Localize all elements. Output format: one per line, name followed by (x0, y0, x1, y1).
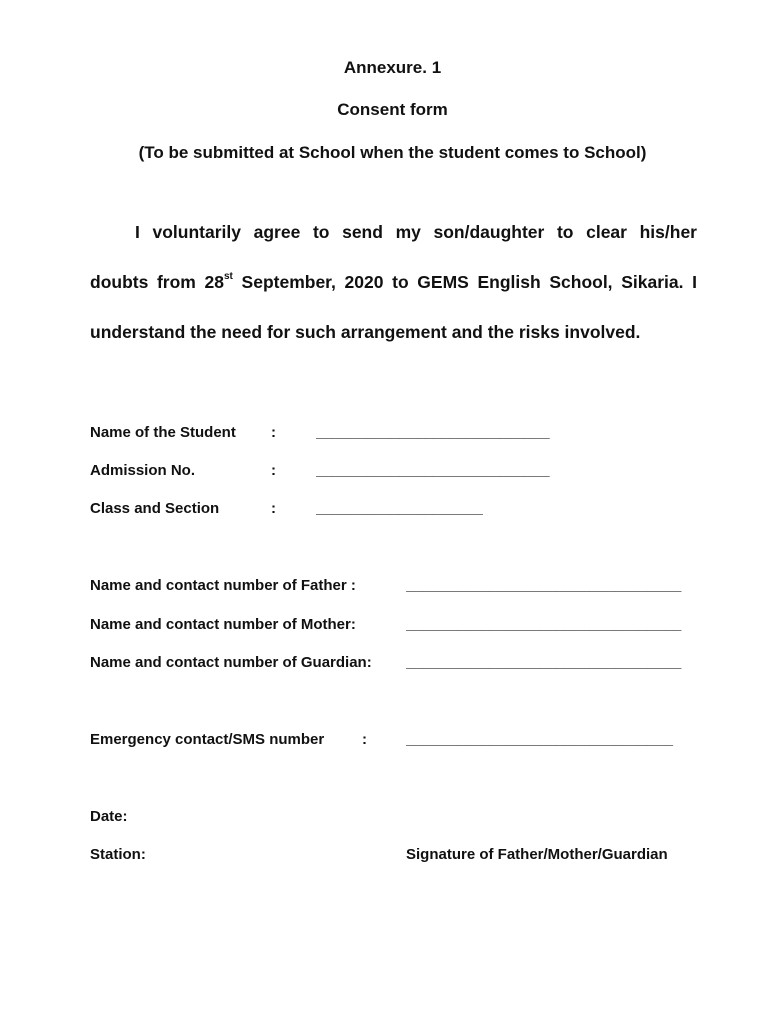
admission-no-colon: : (271, 462, 276, 479)
mother-contact-field[interactable]: _________________________________ (406, 616, 682, 633)
guardian-contact-label: Name and contact number of Guardian: (90, 654, 372, 671)
form-title: Consent form (337, 100, 448, 119)
form-subtitle: (To be submitted at School when the student comes to School) (138, 143, 647, 162)
statement-line-3: understand the need for such arrangement and the risks involved. (90, 322, 641, 342)
statement-line-1: I voluntarily agree to send my son/daughter to clear his/her (135, 222, 697, 242)
father-contact-field[interactable]: _________________________________ (406, 577, 682, 594)
emergency-contact-label: Emergency contact/SMS number (90, 731, 325, 748)
station-label: Station: (90, 846, 146, 863)
class-section-label: Class and Section (90, 500, 220, 517)
mother-contact-label: Name and contact number of Mother: (90, 616, 356, 633)
date-label: Date: (90, 808, 128, 825)
student-name-field[interactable]: ____________________________ (316, 424, 550, 441)
statement-line-2-end: September, 2020 to GEMS English School, Sikaria. I (232, 272, 697, 292)
guardian-contact-field[interactable]: _________________________________ (406, 654, 682, 671)
statement-line-2-start: doubts from 28 (90, 272, 224, 292)
student-name-label: Name of the Student (90, 424, 236, 441)
class-section-field[interactable]: ____________________ (316, 500, 483, 517)
admission-no-field[interactable]: ____________________________ (316, 462, 550, 479)
student-name-colon: : (271, 424, 276, 441)
annexure-heading: Annexure. 1 (343, 58, 442, 77)
father-contact-label: Name and contact number of Father : (90, 577, 356, 594)
emergency-contact-field[interactable]: ________________________________ (406, 731, 673, 748)
date-ordinal-suffix: st (223, 271, 233, 282)
statement-line-2 (90, 272, 697, 293)
class-section-colon: : (271, 500, 276, 517)
admission-no-label: Admission No. (90, 462, 196, 479)
signature-label: Signature of Father/Mother/Guardian (406, 846, 668, 863)
emergency-contact-colon: : (362, 731, 367, 748)
